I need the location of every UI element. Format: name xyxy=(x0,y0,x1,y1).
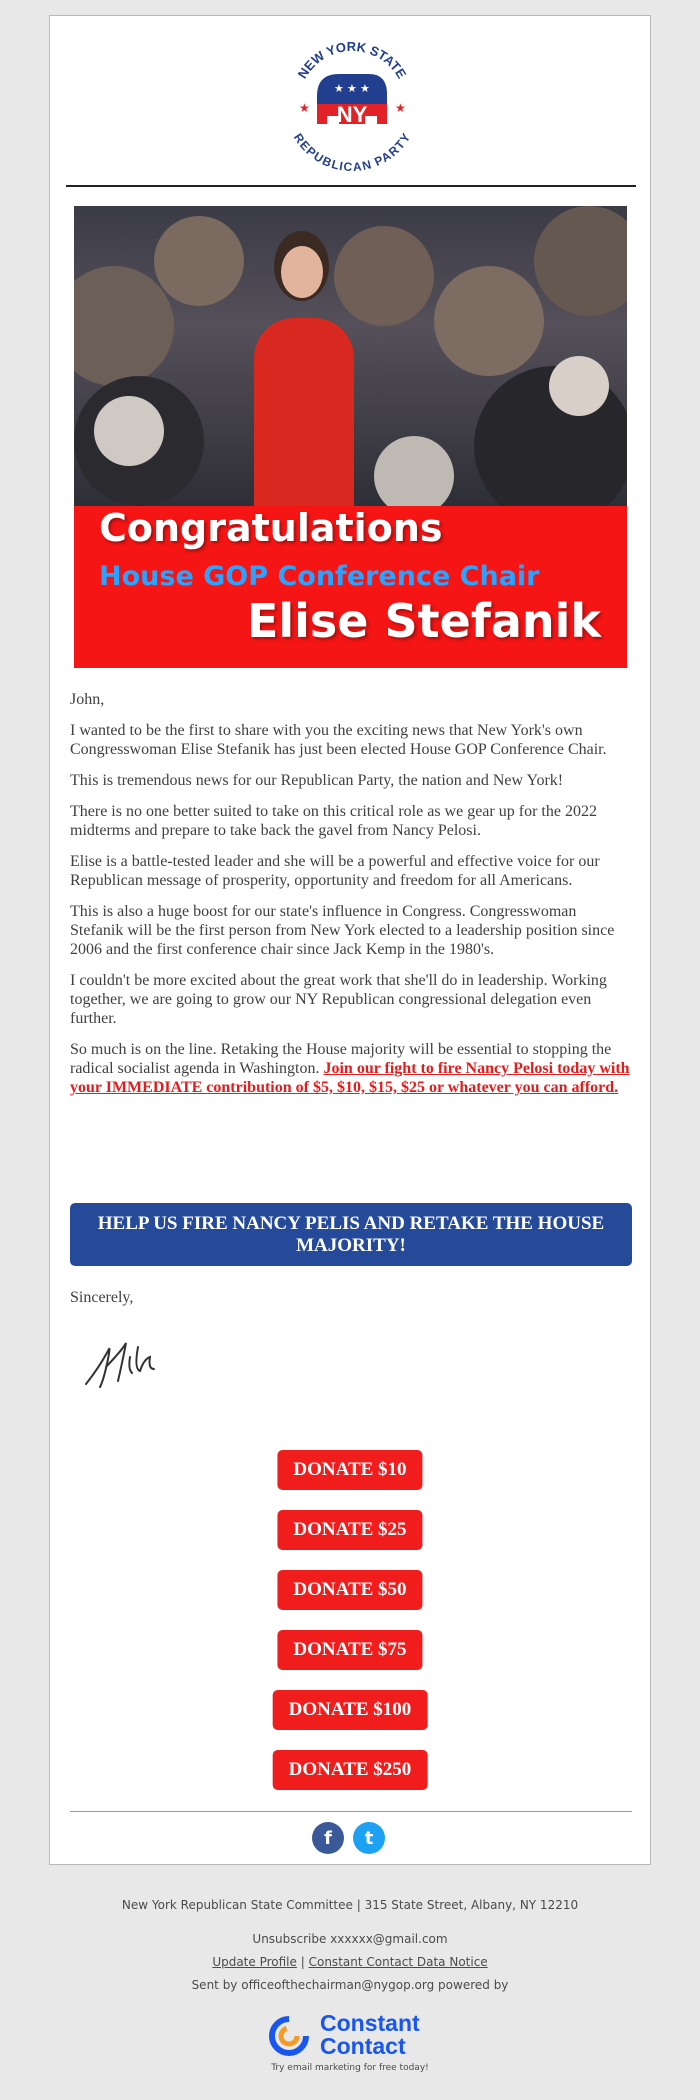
sent-by-text: Sent by officeofthechairman@nygop.org powered by xyxy=(191,1978,509,1992)
twitter-icon[interactable]: t xyxy=(353,1822,385,1854)
paragraph-5: This is also a huge boost for our state's influence in Congress. Congresswoman Stefanik will be the first person from New York elected to a leadership position since 2006 and the first conference chair since Jack Kemp in the 1980's. xyxy=(70,903,615,958)
footer-divider xyxy=(70,1811,632,1812)
paragraph-6: I couldn't be more excited about the great work that she'll do in leadership. Working together, we are going to grow our NY Republican congressional delegation even further. xyxy=(70,972,607,1027)
footer-address: New York Republican State Committee | 315 State Street, Albany, NY 12210 xyxy=(121,1898,579,1912)
contribute-link[interactable]: Join our fight to fire Nancy Pelosi today with your IMMEDIATE contribution of $5, $10, $15, $25 or whatever you can afford. xyxy=(70,1060,630,1096)
donate-50-button[interactable]: DONATE $50 xyxy=(277,1570,422,1610)
svg-text:REPUBLICAN PARTY xyxy=(291,131,413,174)
paragraph-3: There is no one better suited to take on this critical role as we gear up for the 2022 midterms and prepare to take back the gavel from Nancy Pelosi. xyxy=(70,803,597,839)
greeting: John, xyxy=(70,691,105,708)
closing: Sincerely, xyxy=(70,1289,134,1306)
hero-name: Elise Stefanik xyxy=(246,594,601,648)
hero-banner xyxy=(74,506,627,668)
logo-top-text: NEW YORK STATE xyxy=(294,38,410,82)
donate-75-button[interactable]: DONATE $75 xyxy=(277,1630,422,1670)
red-dress-figure xyxy=(254,318,354,506)
nygop-logo[interactable] xyxy=(277,24,427,174)
footer-link-separator: | xyxy=(300,1955,305,1969)
letter-body xyxy=(70,690,632,1109)
brand-tagline[interactable]: Try email marketing for free today! xyxy=(271,2063,429,2073)
logo-monogram: NY xyxy=(336,102,368,127)
svg-text:★: ★ xyxy=(334,83,344,95)
facebook-icon[interactable]: f xyxy=(312,1822,344,1854)
constant-contact-logo[interactable] xyxy=(268,2012,438,2058)
brand-line-2: Contact xyxy=(320,2033,406,2059)
paragraph-1: I wanted to be the first to share with you the exciting news that New York's own Congresswoman Elise Stefanik has just been elected House GOP Conference Chair. xyxy=(70,722,607,758)
svg-text:★: ★ xyxy=(360,83,370,95)
signature-image xyxy=(78,1329,188,1399)
donate-100-button[interactable]: DONATE $100 xyxy=(273,1690,428,1730)
fire-pelosi-cta-button[interactable]: HELP US FIRE NANCY PELIS AND RETAKE THE HOUSE MAJORITY! xyxy=(70,1203,632,1266)
data-notice-link[interactable]: Constant Contact Data Notice xyxy=(308,1955,488,1969)
paragraph-7-text: So much is on the line. Retaking the House majority will be essential to stopping the radical socialist agenda in Washington. xyxy=(70,1041,612,1077)
header-divider xyxy=(66,185,636,187)
unsubscribe-link[interactable]: Unsubscribe xxxxxx@gmail.com xyxy=(252,1932,448,1946)
hero-congratulations: Congratulations xyxy=(99,506,443,550)
hero-title: House GOP Conference Chair xyxy=(99,561,540,592)
svg-text:★: ★ xyxy=(347,83,357,95)
crowd-photo xyxy=(74,206,627,506)
footer-links xyxy=(0,1955,700,1969)
brand-line-1: Constant xyxy=(320,2010,420,2036)
paragraph-2: This is tremendous news for our Republican Party, the nation and New York! xyxy=(70,772,564,789)
donate-250-button[interactable]: DONATE $250 xyxy=(273,1750,428,1790)
svg-text:★: ★ xyxy=(395,101,406,115)
paragraph-7 xyxy=(70,1040,632,1097)
donate-25-button[interactable]: DONATE $25 xyxy=(277,1510,422,1550)
paragraph-4: Elise is a battle-tested leader and she will be a powerful and effective voice for our Republican message of prosperity, opportunity and freedom for all Americans. xyxy=(70,853,600,889)
update-profile-link[interactable]: Update Profile xyxy=(212,1955,297,1969)
hero-image[interactable] xyxy=(74,206,627,668)
donate-10-button[interactable]: DONATE $10 xyxy=(277,1450,422,1490)
logo-bottom-text: REPUBLICAN PARTY xyxy=(290,130,414,174)
constant-contact-icon xyxy=(268,2015,310,2057)
svg-text:★: ★ xyxy=(299,101,310,115)
email-card xyxy=(49,15,651,1865)
